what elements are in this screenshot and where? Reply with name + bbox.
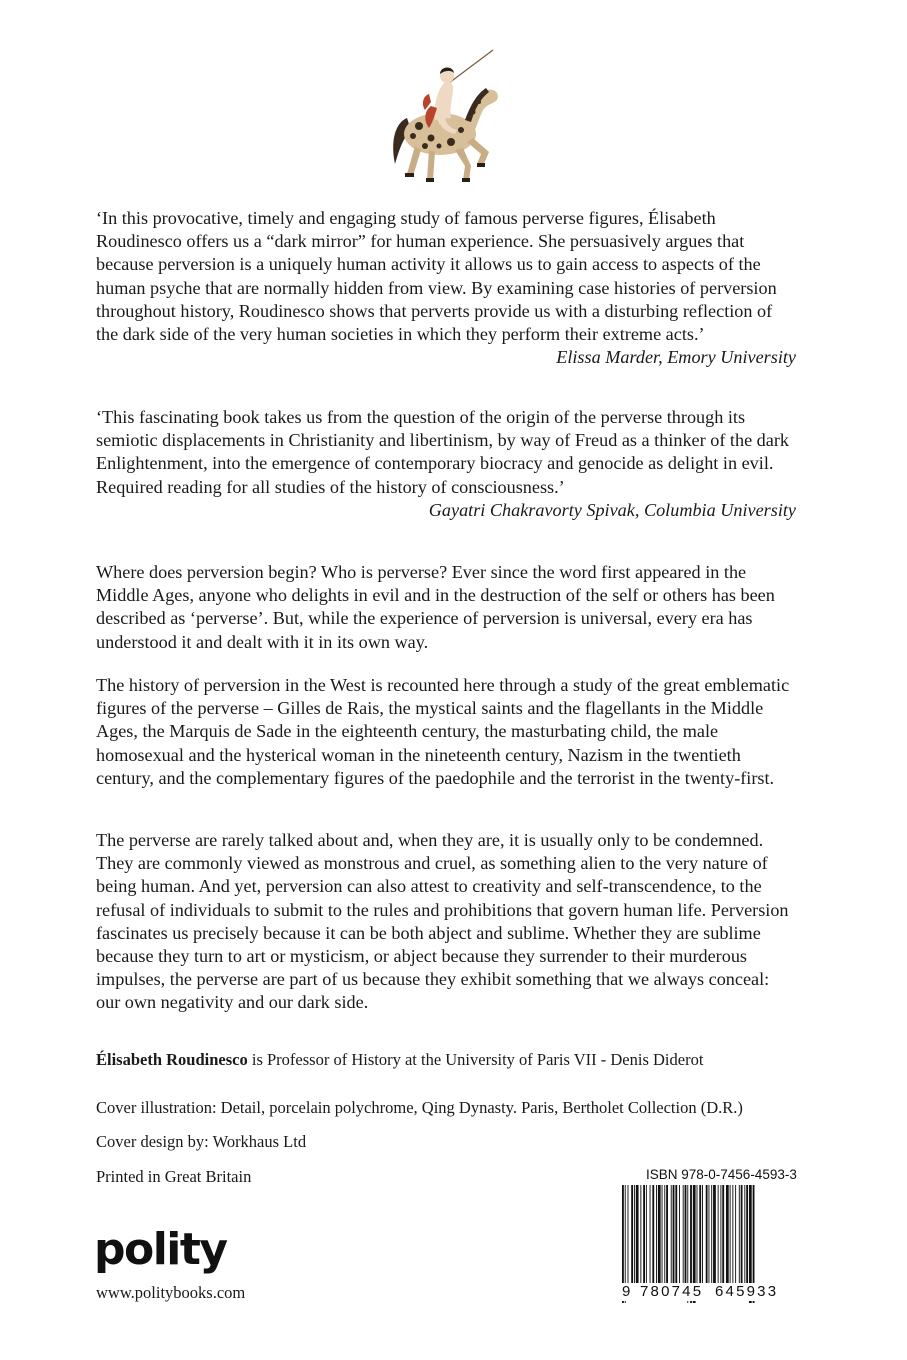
barcode-bar bbox=[646, 1185, 647, 1283]
barcode-bar bbox=[650, 1185, 651, 1283]
barcode-bar bbox=[683, 1185, 684, 1283]
description-paragraph-3 bbox=[96, 829, 796, 1015]
barcode-bar bbox=[658, 1185, 661, 1283]
description-paragraph-1 bbox=[96, 561, 796, 654]
endorsement-quote-1 bbox=[96, 207, 796, 369]
barcode-bar bbox=[673, 1185, 675, 1283]
barcode-bar bbox=[735, 1185, 736, 1283]
barcode-bar bbox=[708, 1185, 709, 1283]
quote-text: ‘This fascinating book takes us from the question of the origin of the perverse through its semiotic displacements in Christianity and libertinism, by way of Freud as a thinker of the dark Enlightenment, into the emergence of contemporary biocracy and genocide as delight in evil. Required reading for all studies of the history of consciousness.’ bbox=[96, 407, 789, 497]
endorsement-quote-2 bbox=[96, 406, 796, 522]
barcode-bar bbox=[628, 1185, 629, 1283]
barcode-bar bbox=[652, 1185, 654, 1283]
printed-location: Printed in Great Britain bbox=[96, 1167, 252, 1186]
barcode-bar bbox=[671, 1185, 672, 1283]
author-bio-text: is Professor of History at the University of Paris VII - Denis Diderot bbox=[247, 1050, 704, 1069]
barcode-bar bbox=[697, 1185, 698, 1283]
barcode-bar bbox=[718, 1185, 719, 1283]
quote-attribution: Elissa Marder, Emory University bbox=[556, 347, 796, 368]
barcode-bar bbox=[720, 1185, 721, 1283]
cover-illustration-credit: Cover illustration: Detail, porcelain polychrome, Qing Dynasty. Paris, Bertholet Collection (D.R.) bbox=[96, 1098, 743, 1117]
barcode-bar bbox=[746, 1185, 748, 1283]
barcode-bar bbox=[702, 1185, 703, 1283]
barcode-digit-first: 9 bbox=[622, 1283, 631, 1300]
quote-text: ‘In this provocative, timely and engaging study of famous perverse figures, Élisabeth Roudinesco offers us a “dark mirror” for human experience. She persuasively argues that because perversion is a uniquely human activity it allows us to gain access to aspects of the human psyche that are normally hidden from view. By examining case histories of perversion throughout history, Roudinesco shows that perverts provide us with a disturbing reflection of the dark side of the very human societies in which they perform their extreme acts.’ bbox=[96, 208, 777, 345]
cover-design-credit: Cover design by: Workhaus Ltd bbox=[96, 1132, 307, 1151]
author-bio bbox=[96, 1050, 703, 1070]
barcode-bar bbox=[666, 1185, 668, 1283]
barcode-bar bbox=[739, 1185, 740, 1283]
barcode-bar bbox=[726, 1185, 729, 1283]
barcode-digits-right: 645933 bbox=[715, 1283, 779, 1300]
barcode-bar bbox=[699, 1185, 701, 1283]
barcode-bar bbox=[679, 1185, 680, 1283]
polity-logo: polity bbox=[94, 1224, 227, 1275]
description-paragraph-2 bbox=[96, 674, 796, 790]
barcode-bar bbox=[631, 1185, 633, 1283]
paragraph-text: The perverse are rarely talked about and, when they are, it is usually only to be condemned. They are commonly viewed as monstrous and cruel, as something alien to the very nature of being human. And yet, perversion can also attest to creativity and self-transcendence, to the refusal of individuals to submit to the rules and prohibitions that govern human life. Perversion fascinates us precisely because it can be both abject and sublime. Whether they are sublime because they turn to art or mysticism, or abject because they surrender to their murderous impulses, the perverse are part of us because they exhibit something that we always conceal: our own negativity and our dark side. bbox=[96, 830, 789, 1013]
barcode-bar bbox=[732, 1185, 733, 1283]
barcode-bar bbox=[730, 1185, 731, 1283]
barcode-bar bbox=[643, 1185, 645, 1283]
barcode-bar bbox=[713, 1185, 716, 1283]
barcode-bar bbox=[711, 1185, 712, 1283]
publisher-website: www.politybooks.com bbox=[96, 1283, 246, 1302]
barcode-bar bbox=[634, 1185, 635, 1283]
paragraph-text: The history of perversion in the West is recounted here through a study of the great emblematic figures of the perverse – Gilles de Rais, the mystical saints and the flagellants in the Middle Ages, the Marquis de Sade in the eighteenth century, the masturbating child, the male homosexual and the hysterical woman in the nineteenth century, Nazism in the twentieth century, and the complementary figures of the paedophile and the terrorist in the twenty-first. bbox=[96, 675, 790, 788]
paragraph-text: Where does perversion begin? Who is perverse? Ever since the word first appeared in the Middle Ages, anyone who delights in evil and in the destruction of the self or others has been described as ‘perverse’. But, while the experience of perversion is universal, every era has understood it and dealt with it in its own way. bbox=[96, 562, 775, 652]
barcode-bar bbox=[744, 1185, 745, 1283]
quote-attribution: Gayatri Chakravorty Spivak, Columbia University bbox=[428, 499, 796, 520]
barcode-bar bbox=[675, 1185, 677, 1283]
barcode-bar bbox=[741, 1185, 743, 1283]
barcode-digits-left: 780745 bbox=[640, 1283, 704, 1300]
barcode-bar bbox=[640, 1185, 641, 1283]
barcode-bar bbox=[685, 1185, 687, 1283]
barcode-bar bbox=[664, 1185, 665, 1283]
barcode-bar bbox=[706, 1185, 708, 1283]
barcode-bar bbox=[722, 1185, 724, 1283]
porcelain-horse-rider-illustration bbox=[385, 46, 510, 186]
barcode-bar bbox=[636, 1185, 639, 1283]
barcode-bar bbox=[656, 1185, 657, 1283]
barcode-bar bbox=[662, 1185, 663, 1283]
author-name: Élisabeth Roudinesco bbox=[96, 1050, 248, 1069]
isbn-label: ISBN 978-0-7456-4593-3 bbox=[646, 1167, 797, 1182]
